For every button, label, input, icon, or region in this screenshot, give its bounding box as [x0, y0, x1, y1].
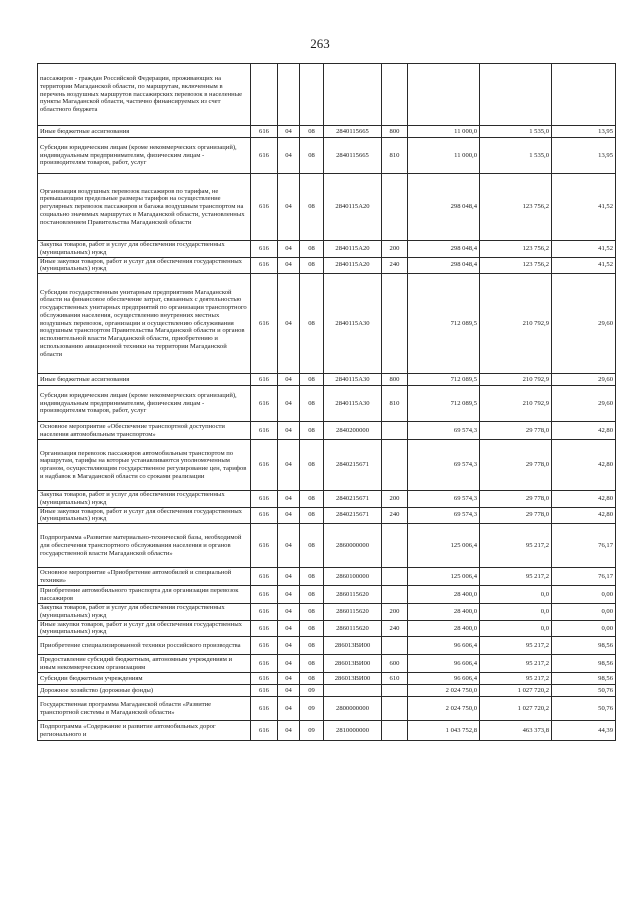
- cell-executed: 1 027 720,2: [480, 697, 552, 721]
- cell-expense-type: 800: [382, 126, 408, 138]
- table-row: [38, 721, 616, 741]
- cell-percent: 98,56: [552, 637, 616, 655]
- cell-percent: 13,95: [552, 138, 616, 174]
- cell-percent: 50,76: [552, 685, 616, 697]
- cell-target-article: [324, 64, 382, 126]
- cell-planned: 69 574,3: [408, 491, 480, 508]
- cell-subsection: 08: [300, 673, 324, 685]
- cell-planned: 712 089,5: [408, 386, 480, 422]
- cell-name: Организация перевозок пассажиров автомобильным транспортом по маршрутам, тарифы на которые устанавливаются уполномоченным органом, осуществляющим государственное регулирование цен, тарифов и надбавок в Магаданской области со сроками реализации: [38, 440, 251, 491]
- cell-planned: 125 006,4: [408, 524, 480, 568]
- table-row: [38, 637, 616, 655]
- cell-expense-type: 200: [382, 491, 408, 508]
- cell-name: Закупка товаров, работ и услуг для обеспечения государственных (муниципальных) нужд: [38, 604, 251, 621]
- cell-planned: 96 606,4: [408, 655, 480, 673]
- cell-percent: 98,56: [552, 673, 616, 685]
- cell-target-article: 2840215671: [324, 440, 382, 491]
- cell-planned: 11 000,0: [408, 126, 480, 138]
- cell-planned: 96 606,4: [408, 673, 480, 685]
- table-row: [38, 138, 616, 174]
- cell-expense-type: 810: [382, 386, 408, 422]
- cell-name: Иные закупки товаров, работ и услуг для обеспечения государственных (муниципальных) нужд: [38, 507, 251, 524]
- table-row: [38, 604, 616, 621]
- cell-target-article: 2840115А20: [324, 174, 382, 241]
- cell-planned: 11 000,0: [408, 138, 480, 174]
- cell-grbs: 616: [251, 491, 278, 508]
- cell-executed: 95 217,2: [480, 524, 552, 568]
- cell-target-article: 2840115А20: [324, 257, 382, 274]
- cell-expense-type: [382, 174, 408, 241]
- cell-planned: 69 574,3: [408, 507, 480, 524]
- cell-grbs: 616: [251, 126, 278, 138]
- cell-name: Иные закупки товаров, работ и услуг для обеспечения государственных (муниципальных) нужд: [38, 620, 251, 637]
- cell-target-article: 2840215671: [324, 507, 382, 524]
- cell-section: 04: [278, 422, 300, 440]
- cell-section: 04: [278, 721, 300, 741]
- cell-grbs: 616: [251, 440, 278, 491]
- cell-executed: 123 756,2: [480, 174, 552, 241]
- cell-target-article: 2860100000: [324, 568, 382, 586]
- cell-executed: 29 778,0: [480, 440, 552, 491]
- cell-executed: 210 792,9: [480, 274, 552, 374]
- cell-expense-type: [382, 568, 408, 586]
- cell-executed: 0,0: [480, 620, 552, 637]
- cell-section: 04: [278, 655, 300, 673]
- cell-subsection: 08: [300, 241, 324, 258]
- cell-grbs: 616: [251, 620, 278, 637]
- table-row: [38, 374, 616, 386]
- cell-target-article: 286013ВИ00: [324, 673, 382, 685]
- cell-name: Субсидии государственным унитарным предприятиям Магаданской области на финансовое обеспечение затрат, связанных с деятельностью государственных унитарных предприятий по организации транспортного обслуживания населения, осуществлению внутренних местных воздушных перевозок, организации и осуществлению обслуживания воздушным транспортом Правительства Магаданской области и органов исполнительной власти Магаданской области, приобретению и использованию авиационной техники на территории Магаданской области: [38, 274, 251, 374]
- cell-percent: 76,17: [552, 568, 616, 586]
- cell-target-article: 2800000000: [324, 697, 382, 721]
- cell-section: 04: [278, 586, 300, 604]
- table-row: [38, 440, 616, 491]
- cell-section: 04: [278, 257, 300, 274]
- cell-name: Государственная программа Магаданской области «Развитие транспортной системы в Магаданской области»: [38, 697, 251, 721]
- cell-section: 04: [278, 491, 300, 508]
- cell-target-article: 286013ВИ00: [324, 637, 382, 655]
- cell-subsection: 08: [300, 138, 324, 174]
- table-row: [38, 673, 616, 685]
- cell-name: Приобретение специализированной техники российского производства: [38, 637, 251, 655]
- table-row: [38, 174, 616, 241]
- cell-planned: 69 574,3: [408, 422, 480, 440]
- table-row: [38, 524, 616, 568]
- cell-executed: 29 778,0: [480, 507, 552, 524]
- cell-expense-type: [382, 637, 408, 655]
- cell-expense-type: [382, 440, 408, 491]
- cell-expense-type: 200: [382, 241, 408, 258]
- cell-grbs: 616: [251, 174, 278, 241]
- cell-expense-type: [382, 422, 408, 440]
- cell-target-article: 2840115А20: [324, 241, 382, 258]
- cell-percent: 42,80: [552, 491, 616, 508]
- cell-planned: 28 400,0: [408, 586, 480, 604]
- cell-expense-type: [382, 721, 408, 741]
- cell-percent: 41,52: [552, 257, 616, 274]
- cell-grbs: 616: [251, 241, 278, 258]
- cell-target-article: 2840115665: [324, 138, 382, 174]
- cell-executed: 29 778,0: [480, 491, 552, 508]
- cell-subsection: 08: [300, 422, 324, 440]
- cell-target-article: [324, 685, 382, 697]
- cell-executed: 95 217,2: [480, 673, 552, 685]
- cell-target-article: 2840115А30: [324, 386, 382, 422]
- cell-subsection: 09: [300, 697, 324, 721]
- cell-expense-type: [382, 274, 408, 374]
- cell-target-article: 2840200000: [324, 422, 382, 440]
- cell-executed: 1 535,0: [480, 138, 552, 174]
- cell-name: пассажиров - граждан Российской Федерации, проживающих на территории Магаданской области, по маршрутам, включенным в перечень воздушных маршрутов пассажирских перевозок в населенные пункты Магаданской области, частично финансируемых из счет областного бюджета: [38, 64, 251, 126]
- cell-percent: 29,60: [552, 386, 616, 422]
- cell-executed: 123 756,2: [480, 257, 552, 274]
- cell-subsection: 08: [300, 126, 324, 138]
- cell-name: Закупка товаров, работ и услуг для обеспечения государственных (муниципальных) нужд: [38, 491, 251, 508]
- cell-grbs: 616: [251, 655, 278, 673]
- table-row: [38, 507, 616, 524]
- cell-section: 04: [278, 673, 300, 685]
- cell-grbs: 616: [251, 274, 278, 374]
- table-row: [38, 274, 616, 374]
- cell-executed: 95 217,2: [480, 637, 552, 655]
- cell-executed: 29 778,0: [480, 422, 552, 440]
- cell-subsection: 08: [300, 620, 324, 637]
- cell-section: 04: [278, 174, 300, 241]
- cell-name: Иные закупки товаров, работ и услуг для обеспечения государственных (муниципальных) нужд: [38, 257, 251, 274]
- cell-executed: 95 217,2: [480, 568, 552, 586]
- cell-subsection: 08: [300, 637, 324, 655]
- cell-subsection: 08: [300, 586, 324, 604]
- cell-section: 04: [278, 241, 300, 258]
- cell-name: Предоставление субсидий бюджетным, автономным учреждениям и иным некоммерческим организациям: [38, 655, 251, 673]
- cell-target-article: 2860115620: [324, 620, 382, 637]
- cell-section: 04: [278, 637, 300, 655]
- cell-percent: 42,80: [552, 507, 616, 524]
- cell-section: 04: [278, 374, 300, 386]
- cell-name: Основное мероприятие «Приобретение автомобилей и специальной техники»: [38, 568, 251, 586]
- cell-target-article: 2840115665: [324, 126, 382, 138]
- table-row: [38, 655, 616, 673]
- cell-planned: 69 574,3: [408, 440, 480, 491]
- cell-executed: 123 756,2: [480, 241, 552, 258]
- table-row: [38, 685, 616, 697]
- cell-percent: 76,17: [552, 524, 616, 568]
- cell-name: Дорожное хозяйство (дорожные фонды): [38, 685, 251, 697]
- cell-grbs: 616: [251, 257, 278, 274]
- cell-grbs: 616: [251, 422, 278, 440]
- cell-section: 04: [278, 138, 300, 174]
- cell-expense-type: 800: [382, 374, 408, 386]
- cell-grbs: 616: [251, 685, 278, 697]
- cell-subsection: 08: [300, 174, 324, 241]
- cell-grbs: 616: [251, 138, 278, 174]
- cell-percent: 29,60: [552, 274, 616, 374]
- cell-planned: 298 048,4: [408, 241, 480, 258]
- cell-section: 04: [278, 568, 300, 586]
- cell-target-article: 2860115620: [324, 586, 382, 604]
- cell-percent: 0,00: [552, 586, 616, 604]
- cell-percent: 42,80: [552, 440, 616, 491]
- cell-section: 04: [278, 697, 300, 721]
- table-body: [38, 64, 616, 741]
- cell-percent: 0,00: [552, 604, 616, 621]
- cell-grbs: 616: [251, 507, 278, 524]
- cell-percent: 44,39: [552, 721, 616, 741]
- cell-percent: 50,76: [552, 697, 616, 721]
- table-row: [38, 386, 616, 422]
- page-number: 263: [310, 36, 330, 51]
- cell-executed: 1 535,0: [480, 126, 552, 138]
- cell-grbs: [251, 64, 278, 126]
- cell-percent: 41,52: [552, 241, 616, 258]
- cell-grbs: 616: [251, 386, 278, 422]
- cell-subsection: 08: [300, 524, 324, 568]
- cell-percent: [552, 64, 616, 126]
- cell-subsection: 08: [300, 274, 324, 374]
- cell-name: Субсидии юридическим лицам (кроме некоммерческих организаций), индивидуальным предпринимателям, физическим лицам - производителям товаров, работ, услуг: [38, 386, 251, 422]
- cell-grbs: 616: [251, 697, 278, 721]
- table-row: [38, 491, 616, 508]
- cell-subsection: 08: [300, 604, 324, 621]
- cell-name: Приобретение автомобильного транспорта для организации перевозок пассажиров: [38, 586, 251, 604]
- cell-expense-type: 240: [382, 620, 408, 637]
- table-row: [38, 257, 616, 274]
- cell-target-article: 2860000000: [324, 524, 382, 568]
- cell-target-article: 2840215671: [324, 491, 382, 508]
- cell-name: Субсидии бюджетным учреждениям: [38, 673, 251, 685]
- cell-grbs: 616: [251, 586, 278, 604]
- cell-section: [278, 64, 300, 126]
- cell-name: Закупка товаров, работ и услуг для обеспечения государственных (муниципальных) нужд: [38, 241, 251, 258]
- table-row: [38, 241, 616, 258]
- cell-grbs: 616: [251, 637, 278, 655]
- cell-target-article: 2840115А30: [324, 274, 382, 374]
- cell-expense-type: [382, 685, 408, 697]
- cell-subsection: 08: [300, 374, 324, 386]
- table-row: [38, 697, 616, 721]
- table-row: [38, 64, 616, 126]
- cell-section: 04: [278, 274, 300, 374]
- budget-table: [37, 63, 616, 741]
- cell-planned: 28 400,0: [408, 620, 480, 637]
- cell-planned: 2 024 750,0: [408, 697, 480, 721]
- cell-planned: 125 006,4: [408, 568, 480, 586]
- cell-executed: 95 217,2: [480, 655, 552, 673]
- cell-planned: 1 043 752,8: [408, 721, 480, 741]
- cell-name: Подпрограмма «Развитие материально-технической базы, необходимой для обеспечения транспортного обслуживания населения и органов государственной власти Магаданской области»: [38, 524, 251, 568]
- cell-expense-type: [382, 697, 408, 721]
- cell-section: 04: [278, 685, 300, 697]
- cell-target-article: 2840115А30: [324, 374, 382, 386]
- cell-name: Подпрограмма «Содержание и развитие автомобильных дорог регионального и: [38, 721, 251, 741]
- table-row: [38, 620, 616, 637]
- cell-subsection: 08: [300, 386, 324, 422]
- cell-expense-type: 610: [382, 673, 408, 685]
- cell-subsection: 09: [300, 721, 324, 741]
- cell-name: Организация воздушных перевозок пассажиров по тарифам, не превышающим предельные размеры тарифов на осуществление регулярных перевозок пассажиров и багажа воздушным транспортом на социально значимых маршрутах в Магаданской области, установленных постановлением Правительства Магаданской области: [38, 174, 251, 241]
- cell-planned: 712 089,5: [408, 374, 480, 386]
- cell-grbs: 616: [251, 374, 278, 386]
- cell-planned: 712 089,5: [408, 274, 480, 374]
- cell-expense-type: [382, 524, 408, 568]
- cell-grbs: 616: [251, 524, 278, 568]
- cell-section: 04: [278, 507, 300, 524]
- cell-planned: 298 048,4: [408, 174, 480, 241]
- table-row: [38, 422, 616, 440]
- cell-planned: [408, 64, 480, 126]
- cell-executed: 0,0: [480, 604, 552, 621]
- cell-expense-type: [382, 64, 408, 126]
- cell-subsection: 08: [300, 507, 324, 524]
- table-row: [38, 126, 616, 138]
- cell-expense-type: 810: [382, 138, 408, 174]
- cell-expense-type: 600: [382, 655, 408, 673]
- cell-section: 04: [278, 620, 300, 637]
- cell-planned: 96 606,4: [408, 637, 480, 655]
- cell-percent: 0,00: [552, 620, 616, 637]
- cell-subsection: 08: [300, 440, 324, 491]
- cell-percent: 42,80: [552, 422, 616, 440]
- cell-executed: [480, 64, 552, 126]
- cell-name: Иные бюджетные ассигнования: [38, 374, 251, 386]
- cell-subsection: 08: [300, 655, 324, 673]
- table-row: [38, 586, 616, 604]
- cell-name: Основное мероприятие «Обеспечение транспортной доступности населения автомобильным транспортом»: [38, 422, 251, 440]
- cell-expense-type: 240: [382, 257, 408, 274]
- cell-executed: 463 373,8: [480, 721, 552, 741]
- cell-percent: 98,56: [552, 655, 616, 673]
- cell-section: 04: [278, 386, 300, 422]
- cell-expense-type: [382, 586, 408, 604]
- cell-target-article: 286013ВИ00: [324, 655, 382, 673]
- cell-target-article: 2810000000: [324, 721, 382, 741]
- cell-percent: 13,95: [552, 126, 616, 138]
- cell-section: 04: [278, 604, 300, 621]
- cell-executed: 210 792,9: [480, 374, 552, 386]
- cell-percent: 41,52: [552, 174, 616, 241]
- cell-subsection: 08: [300, 491, 324, 508]
- cell-planned: 298 048,4: [408, 257, 480, 274]
- cell-section: 04: [278, 126, 300, 138]
- cell-subsection: [300, 64, 324, 126]
- cell-grbs: 616: [251, 604, 278, 621]
- cell-executed: 1 027 720,2: [480, 685, 552, 697]
- cell-section: 04: [278, 524, 300, 568]
- cell-subsection: 08: [300, 568, 324, 586]
- cell-target-article: 2860115620: [324, 604, 382, 621]
- table-row: [38, 568, 616, 586]
- cell-name: Иные бюджетные ассигнования: [38, 126, 251, 138]
- cell-expense-type: 240: [382, 507, 408, 524]
- cell-percent: 29,60: [552, 374, 616, 386]
- cell-grbs: 616: [251, 721, 278, 741]
- cell-subsection: 08: [300, 257, 324, 274]
- cell-expense-type: 200: [382, 604, 408, 621]
- cell-executed: 210 792,9: [480, 386, 552, 422]
- cell-section: 04: [278, 440, 300, 491]
- cell-executed: 0,0: [480, 586, 552, 604]
- cell-grbs: 616: [251, 673, 278, 685]
- cell-planned: 28 400,0: [408, 604, 480, 621]
- cell-subsection: 09: [300, 685, 324, 697]
- cell-grbs: 616: [251, 568, 278, 586]
- cell-name: Субсидии юридическим лицам (кроме некоммерческих организаций), индивидуальным предпринимателям, физическим лицам - производителям товаров, работ, услуг: [38, 138, 251, 174]
- cell-planned: 2 024 750,0: [408, 685, 480, 697]
